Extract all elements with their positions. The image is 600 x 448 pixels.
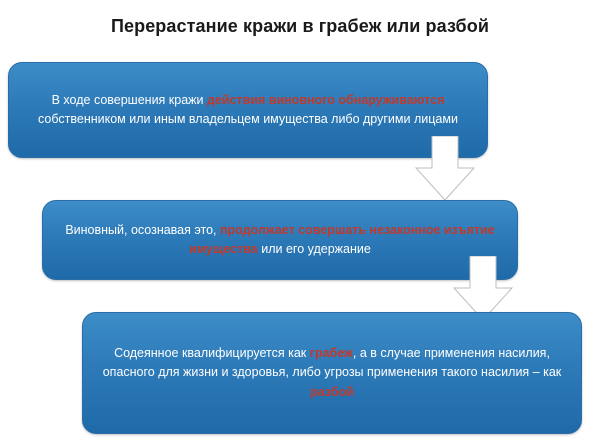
segment-text: или его удержание	[257, 242, 371, 256]
segment-highlight: продолжает совершать незаконное изъятие имущества	[189, 222, 495, 256]
segment-text: В ходе совершения кражи	[51, 92, 207, 107]
segment-highlight: грабеж	[309, 345, 353, 360]
segment-highlight: действия виновного обнаруживаются	[206, 92, 445, 107]
flow-box-2-text	[61, 221, 499, 260]
segment-highlight: разбой	[310, 384, 354, 399]
arrow-down-icon	[414, 136, 476, 202]
flow-box-3	[82, 312, 582, 434]
segment-text: Содеянное квалифицируется как	[114, 345, 310, 360]
segment-text: собственником или иным владельцем имущества либо другими лицами	[38, 112, 458, 126]
flow-box-1-text	[27, 91, 469, 130]
segment-text: , а в случае применения насилия, опасного для жизни и здоровья, либо угрозы применения такого насилия – как	[102, 345, 562, 380]
diagram-title: Перерастание кражи в грабеж или разбой	[110, 16, 490, 36]
flow-box-3-text	[101, 344, 563, 402]
flow-box-2	[42, 200, 518, 280]
segment-text: Виновный, осознавая это,	[65, 222, 220, 237]
